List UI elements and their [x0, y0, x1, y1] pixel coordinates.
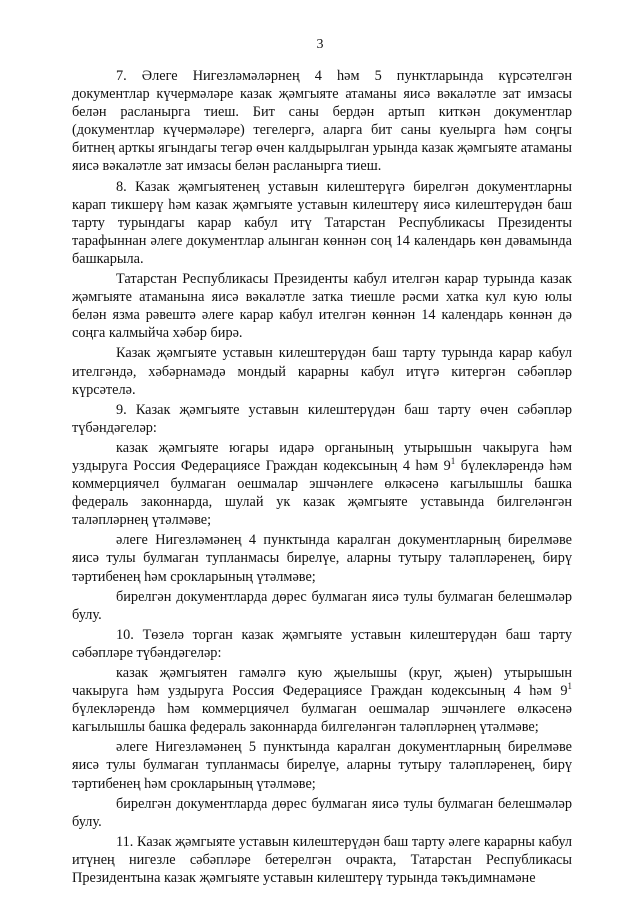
- paragraph-refusal-reasons-note: Казак җәмгыяте уставын килештерүдән баш тарту турында карар кабул ителгәндә, хәбәрнамәдә мондый карарны кабул итүгә китергән сәбәпләр күрсәтелә.: [72, 345, 572, 398]
- paragraph-10-item-3: бирелгән документларда дөрес булмаган яисә тулы булмаган белешмәләр булу.: [72, 795, 572, 830]
- paragraph-10: 10. Төзелә торган казак җәмгыяте уставын килештерүдән баш тарту сәбәпләре түбәндәгеләр:: [72, 626, 572, 661]
- text-after-superscript: бүлекләрендә һәм коммерциячел булмаган оешмалар эшчәнлеге өлкәсенә кагылышлы башка федераль законнарда билгеләнгән таләпләрнең үтәлмәве;: [72, 701, 572, 736]
- text-before-superscript: казак җәмгыятен гамәлгә кую җыелышы (круг, җыен) утырышын чакыруга һәм уздыруга Россия Федерациясе Граждан кодексының 4 һәм 9: [72, 665, 572, 700]
- superscript: 1: [567, 681, 572, 692]
- page-body: [72, 67, 572, 887]
- paragraph-8: 8. Казак җәмгыятенең уставын килештерүгә бирелгән документларны карап тикшерү һәм казак җәмгыяте уставын килештерү яисә килештерүдән баш тарту турындагы карар кабул итү Татарстан Республикасы Президенты тарафыннан әлеге документлар алынган көннән соң 14 календарь көн дәвамында башкарыла.: [72, 178, 572, 267]
- paragraph-9-item-1: [72, 439, 572, 529]
- paragraph-president-notice: Татарстан Республикасы Президенты кабул ителгән карар турында казак җәмгыяте атаманына яисә вәкаләтле затка тиешле рәсми хатка кул кую юлы белән язма рәвештә әлеге карар кабул ителгән көннән 14 календарь көннән дә соңга калмыйча хәбәр бирә.: [72, 271, 572, 342]
- paragraph-9-item-3: бирелгән документларда дөрес булмаган яисә тулы булмаган белешмәләр булу.: [72, 588, 572, 623]
- paragraph-9-item-2: әлеге Нигезләмәнең 4 пунктында каралган документларның бирелмәве яисә тулы булмаган тупланмасы бирелүе, аларны тутыру таләпләренең, бирү тәртибенең һәм срокларының үтәлмәве;: [72, 532, 572, 585]
- paragraph-11: 11. Казак җәмгыяте уставын килештерүдән баш тарту әлеге карарны кабул итүнең нигезле сәбәпләре бетерелгән очракта, Татарстан Республикасы Президентына казак җәмгыяте уставын килештерү турында тәкъдимнамәне: [72, 833, 572, 887]
- paragraph-10-item-1: [72, 664, 572, 736]
- page-number: 3: [316, 37, 324, 52]
- text-after-superscript: бүлекләрендә һәм коммерциячел булмаган оешмалар эшчәнлеге өлкәсенә кагылышлы башка федераль законнарда, шулай ук казак җәмгыяте уставында билгеләнгән таләпләрнең үтәлмәве;: [72, 457, 572, 529]
- paragraph-10-item-2: әлеге Нигезләмәнең 5 пунктында каралган документларның бирелмәве яисә тулы булмаган тупланмасы бирелүе, аларны тутыру таләпләренең, бирү тәртибенең һәм срокларының үтәлмәве;: [72, 739, 572, 792]
- paragraph-7: 7. Әлеге Нигезләмәләрнең 4 һәм 5 пунктларында күрсәтелгән документлар күчермәләре казак җәмгыяте атаманы яисә вәкаләтле зат имзасы белән расланырга тиеш. Бит саны бердән артып киткән документлар (документлар күчермәләре) тегелергә, аларга бит саны куелырга һәм соңгы битнең арткы ягындагы тегәр өчен калдырылган урында казак җәмгыяте атаманы яисә вәкаләтле зат имзасы белән расланырга тиеш.: [72, 68, 572, 175]
- text-before-superscript: казак җәмгыяте югары идарә органының утырышын чакыруга һәм уздыруга Россия Федерациясе Граждан кодексының 4 һәм 9: [72, 439, 572, 474]
- superscript: 1: [450, 455, 456, 466]
- paragraph-9: 9. Казак җәмгыяте уставын килештерүдән баш тарту өчен сәбәпләр түбәндәгеләр:: [72, 401, 572, 436]
